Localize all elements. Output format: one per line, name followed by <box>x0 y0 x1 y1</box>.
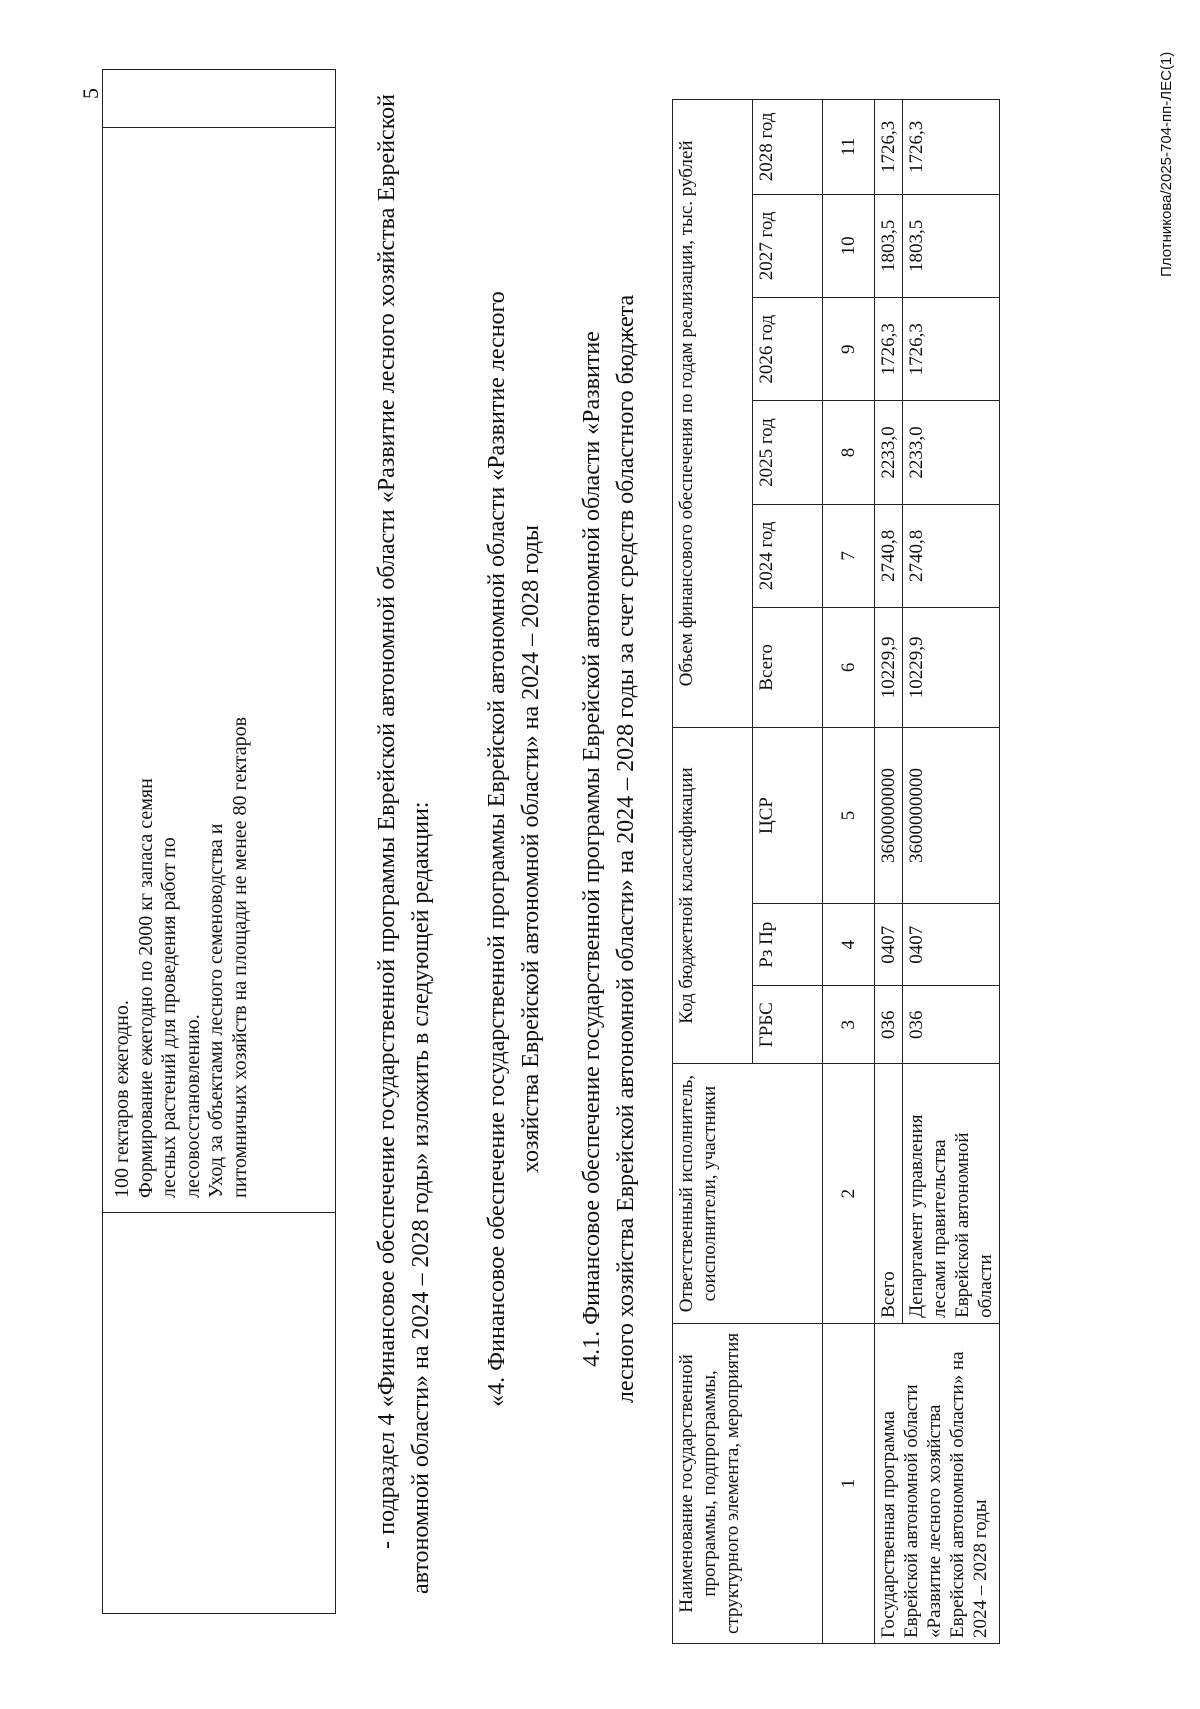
header-volume: Объем финансового обеспечения по годам реализации, тыс. рублей <box>673 100 753 728</box>
column-number: 2 <box>823 1064 875 1324</box>
column-number: 8 <box>823 401 875 504</box>
row-csr: 3600000000 <box>903 727 1000 903</box>
header-2027: 2027 год <box>753 194 823 297</box>
text-line: 100 гектаров ежегодно. <box>111 1000 133 1198</box>
row-2028: 1726,3 <box>903 100 1000 195</box>
text-line: Формирование ежегодно по 2000 кг запаса семян <box>134 778 157 1198</box>
heading-line: «4. Финансовое обеспечение государственной программы Еврейской автономной области «Развитие лесного <box>484 291 510 1407</box>
row-executor: Департамент управления лесами правительства Еврейской автономной области <box>903 1064 1000 1324</box>
row-2025: 2233,0 <box>903 401 1000 504</box>
header-budget-code: Код бюджетной классификации <box>673 727 753 1064</box>
row-2027: 1803,5 <box>903 194 1000 297</box>
row-2024: 2740,8 <box>875 504 903 607</box>
column-number: 11 <box>823 100 875 195</box>
column-number: 10 <box>823 194 875 297</box>
text-line: лесных растений для проведения работ по <box>158 837 180 1198</box>
header-name: Наименование государственной программы, подпрограммы, структурного элемента, мероприятия <box>673 1323 823 1643</box>
header-csr: ЦСР <box>753 727 823 903</box>
row-rzpr: 0407 <box>875 904 903 986</box>
table-row <box>875 100 903 1644</box>
heading-line: лесного хозяйства Еврейской автономной области» на 2024 – 2028 годы за счет средств областного бюджета <box>613 294 639 1404</box>
text-line: Уход за объектами лесного семеноводства и <box>205 823 227 1198</box>
row-2026: 1726,3 <box>875 298 903 401</box>
row-rzpr: 0407 <box>903 904 1000 986</box>
column-number: 9 <box>823 298 875 401</box>
header-grbs: ГРБС <box>753 986 823 1064</box>
row-2024: 2740,8 <box>903 504 1000 607</box>
column-number: 7 <box>823 504 875 607</box>
amendment-paragraph: - подраздел 4 «Финансовое обеспечение государственной программы Еврейской автономной области «Развитие лесного хозяйства Еврейской автономной области» на 2024 – 2028 годы» изложить в следующей редакции: <box>374 94 434 1594</box>
row-csr: 3600000000 <box>875 727 903 903</box>
document-code: Плотникова/2025-704-пп-ЛЕС(1) <box>1158 51 1175 277</box>
column-number: 3 <box>823 986 875 1064</box>
header-2028: 2028 год <box>753 100 823 195</box>
row-total: 10229,9 <box>875 608 903 728</box>
column-number: 4 <box>823 904 875 986</box>
section-heading-4-1 <box>575 114 643 1584</box>
program-name: Государственная программа Еврейской автономной области «Развитие лесного хозяйства Еврейской автономной области» на 2024 – 2028 годы <box>875 1323 1000 1643</box>
finance-table <box>672 99 1000 1644</box>
header-executor: Ответственный исполнитель, соисполнители, участники <box>673 1064 823 1324</box>
heading-line: хозяйства Еврейской автономной области» на 2024 – 2028 годы <box>518 524 544 1174</box>
row-2027: 1803,5 <box>875 194 903 297</box>
row-2025: 2233,0 <box>875 401 903 504</box>
text-line: лесовосстановлению. <box>181 1014 204 1198</box>
header-rzpr: Рз Пр <box>753 904 823 986</box>
row-grbs: 036 <box>903 986 1000 1064</box>
column-number: 6 <box>823 608 875 728</box>
row-2026: 1726,3 <box>903 298 1000 401</box>
header-2025: 2025 год <box>753 401 823 504</box>
row-total: 10229,9 <box>903 608 1000 728</box>
section-heading-4 <box>480 114 548 1584</box>
page-number: 5 <box>78 88 103 99</box>
column-number: 1 <box>823 1323 875 1643</box>
text-line: питомничьих хозяйств на площади не менее 80 гектаров <box>228 716 251 1198</box>
row-executor: Всего <box>875 1064 903 1324</box>
header-2026: 2026 год <box>753 298 823 401</box>
header-total: Всего <box>753 608 823 728</box>
header-2024: 2024 год <box>753 504 823 607</box>
column-number: 5 <box>823 727 875 903</box>
continuation-cell-text <box>111 138 252 1198</box>
heading-line: 4.1. Финансовое обеспечение государственной программы Еврейской автономной области «Развитие <box>579 331 605 1367</box>
column-number-row <box>823 100 875 1644</box>
table-divider <box>103 1212 335 1213</box>
table-divider <box>103 127 335 128</box>
row-2028: 1726,3 <box>875 100 903 195</box>
row-grbs: 036 <box>875 986 903 1064</box>
continuation-table <box>102 69 336 1614</box>
